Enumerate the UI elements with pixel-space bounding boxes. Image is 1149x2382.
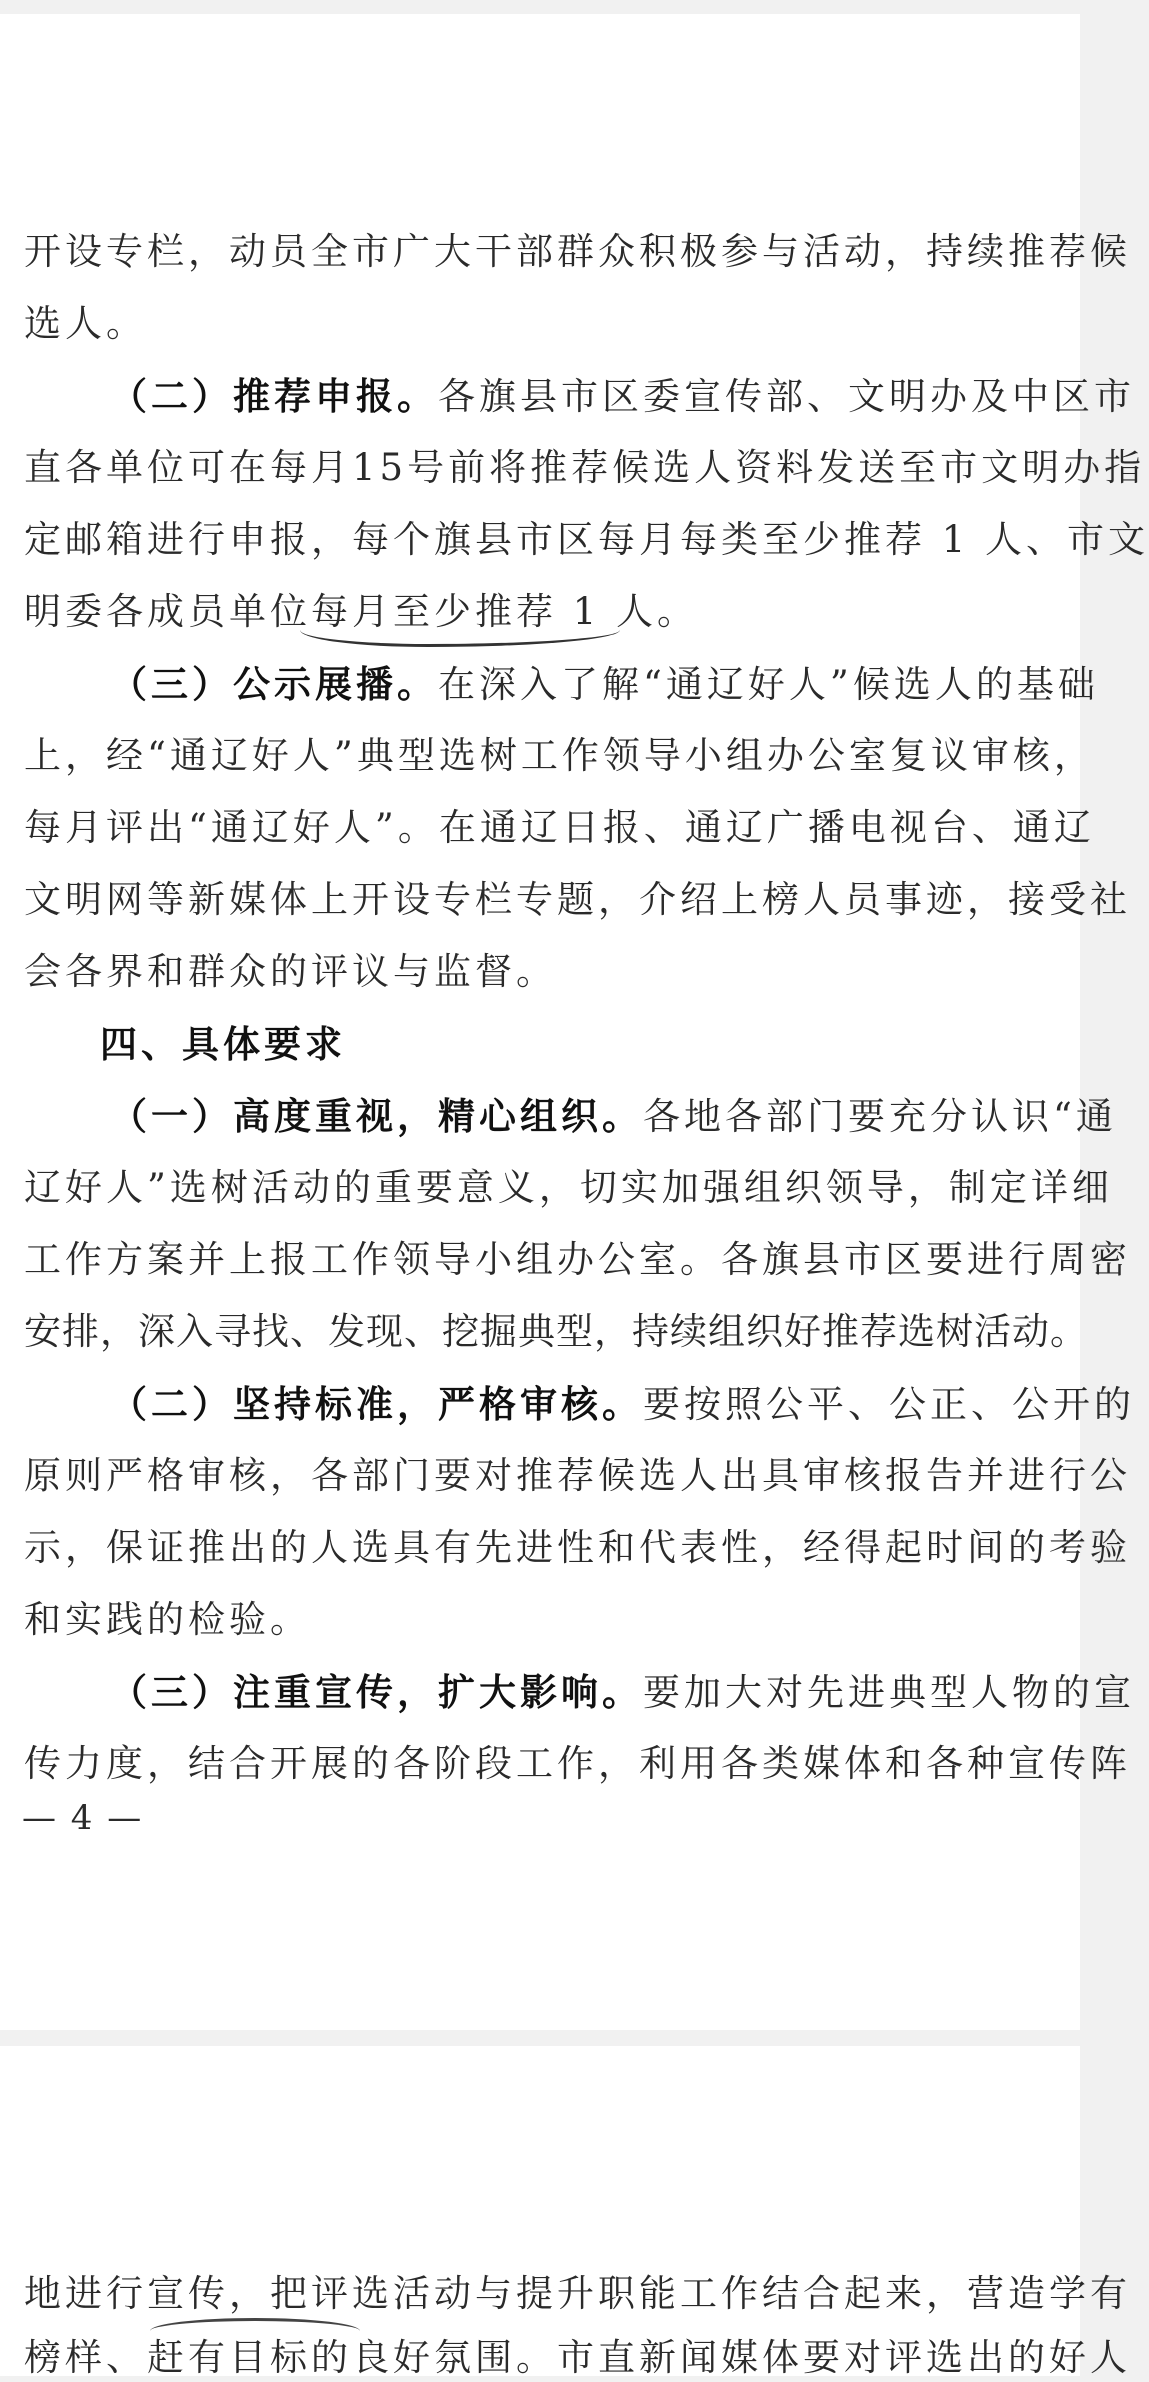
subheading-line (110, 660, 1099, 708)
text-line (24, 1308, 1088, 1356)
subheading-line (110, 1380, 1135, 1428)
text-line (24, 300, 1060, 348)
text-segment: 选人。 (24, 302, 147, 345)
text-line (24, 2270, 1131, 2318)
page-number: — 4 — (22, 1798, 144, 1838)
text-line (24, 1452, 1131, 1500)
text-segment: 辽好人”选树活动的重要意义，切实加强组织领导，制定详细 (24, 1166, 1113, 1209)
text-line (24, 1740, 1131, 1788)
text-segment: 定邮箱进行申报，每个旗县市区每月每类至少推荐 1 人、市文 (24, 518, 1149, 561)
text-segment: 地进行宣传，把评选活动与提升职能工作结合起来，营造学有 (24, 2272, 1131, 2315)
document-page-4 (0, 14, 1149, 2030)
subheading-title: （二）坚持标准，严格审核。 (110, 1382, 643, 1426)
subheading-line (110, 1092, 1117, 1140)
subheading-line (110, 372, 1135, 420)
subheading-line (110, 1668, 1135, 1716)
section-heading-text: 四、具体要求 (100, 1022, 346, 1066)
section-heading (100, 1020, 1136, 1068)
text-line (24, 444, 1146, 492)
text-segment: 要加大对先进典型人物的宣 (643, 1671, 1135, 1714)
text-line (24, 1164, 1113, 1212)
subheading-title: （三）注重宣传，扩大影响。 (110, 1670, 643, 1714)
text-segment: 和实践的检验。 (24, 1598, 311, 1641)
text-segment: 各旗县市区委宣传部、文明办及中区市 (438, 375, 1135, 418)
text-segment: 各地各部门要充分认识“通 (643, 1095, 1117, 1138)
text-segment: 每月评出“通辽好人”。在通辽日报、通辽广播电视台、通辽 (24, 806, 1095, 849)
text-segment: 榜样、赶有目标的良好氛围。市直新闻媒体要对评选出的好人 (24, 2336, 1131, 2379)
text-line (24, 1596, 1060, 1644)
text-line (24, 516, 1149, 564)
subheading-title: （二）推荐申报。 (110, 374, 438, 418)
text-line (24, 588, 1060, 636)
text-line (24, 1236, 1131, 1284)
text-line (24, 948, 1060, 996)
text-segment: 会各界和群众的评议与监督。 (24, 950, 557, 993)
text-line (24, 876, 1131, 924)
text-segment: 在深入了解“通辽好人”候选人的基础 (438, 663, 1099, 706)
document-page-5 (0, 2046, 1131, 2379)
text-segment: 工作方案并上报工作领导小组办公室。各旗县市区要进行周密 (24, 1238, 1131, 1281)
text-segment: 传力度，结合开展的各阶段工作，利用各类媒体和各种宣传阵 (24, 1742, 1131, 1785)
text-segment: 文明网等新媒体上开设专栏专题，介绍上榜人员事迹，接受社 (24, 878, 1131, 921)
text-segment: 要按照公平、公正、公开的 (643, 1383, 1135, 1426)
text-line (24, 732, 1095, 780)
pen-underline-mark (300, 630, 620, 647)
subheading-title: （一）高度重视，精心组织。 (110, 1094, 643, 1138)
pen-arc-mark (150, 2318, 360, 2331)
subheading-title: （三）公示展播。 (110, 662, 438, 706)
text-line (24, 2334, 1131, 2382)
text-line (24, 804, 1095, 852)
text-segment: 直各单位可在每月15号前将推荐候选人资料发送至市文明办指 (24, 446, 1146, 489)
text-line (24, 228, 1131, 276)
text-segment: 上，经“通辽好人”典型选树工作领导小组办公室复议审核， (24, 734, 1095, 777)
text-segment: 原则严格审核，各部门要对推荐候选人出具审核报告并进行公 (24, 1454, 1131, 1497)
text-segment: 明委各成员单位每月至少推荐 1 人。 (24, 590, 699, 633)
text-segment: 示，保证推出的人选具有先进性和代表性，经得起时间的考验 (24, 1526, 1131, 1569)
text-segment: 安排，深入寻找、发现、挖掘典型，持续组织好推荐选树活动。 (24, 1310, 1088, 1353)
text-segment: 开设专栏，动员全市广大干部群众积极参与活动，持续推荐候 (24, 230, 1131, 273)
text-line (24, 1524, 1131, 1572)
